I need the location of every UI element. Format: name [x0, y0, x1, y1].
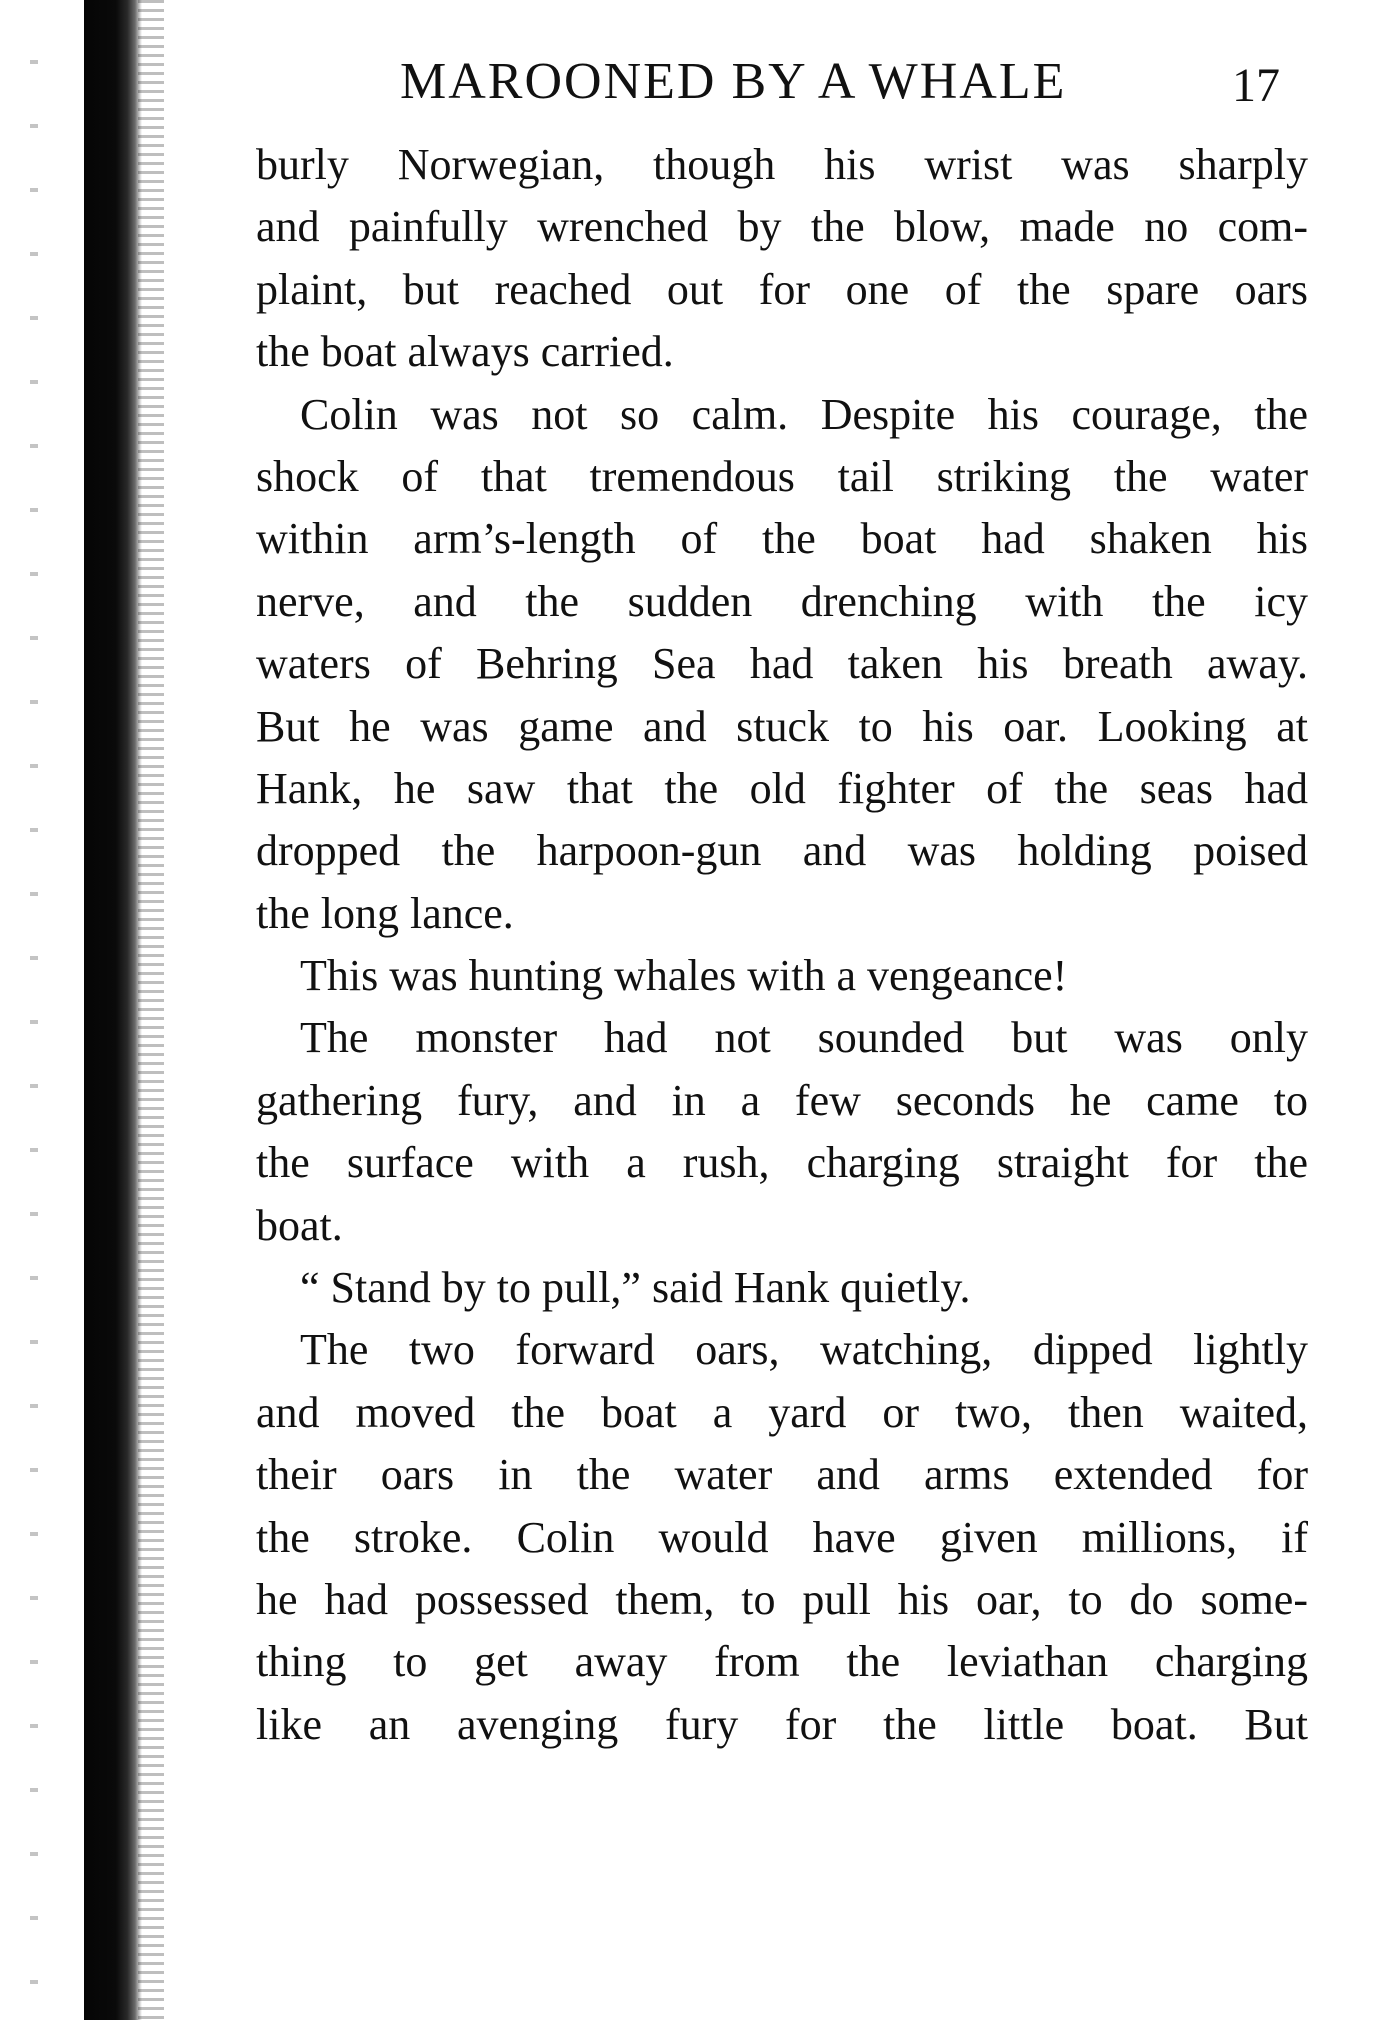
text-line: burly Norwegian, though his wrist was sharply	[256, 140, 1308, 189]
text-line: dropped the harpoon-gun and was holding poised	[256, 826, 1308, 876]
binding-specks	[30, 0, 38, 2020]
text-line: waters of Behring Sea had taken his breath away.	[256, 639, 1308, 689]
text-line: shock of that tremendous tail striking the water	[256, 451, 1308, 501]
text-line: “ Stand by to pull,” said Hank quietly.	[300, 1263, 971, 1313]
text-line: But he was game and stuck to his oar. Looking at	[256, 701, 1308, 751]
text-line: Hank, he saw that the old fighter of the seas had	[256, 763, 1308, 813]
text-line: and moved the boat a yard or two, then waited,	[256, 1387, 1308, 1437]
text-line: and painfully wrenched by the blow, made no com-	[256, 202, 1308, 252]
text-line: plaint, but reached out for one of the spare oars	[256, 264, 1308, 314]
text-line: the stroke. Colin would have given millions, if	[256, 1512, 1308, 1562]
text-line: their oars in the water and arms extended for	[256, 1450, 1308, 1500]
text-line: nerve, and the sudden drenching with the icy	[256, 576, 1308, 626]
page-number: 17	[1232, 59, 1280, 112]
book-binding-shadow	[84, 0, 142, 2020]
text-line: within arm’s-length of the boat had shaken his	[256, 514, 1308, 564]
text-line: he had possessed them, to pull his oar, to do some-	[256, 1574, 1308, 1624]
text-line: the surface with a rush, charging straight for the	[256, 1138, 1308, 1188]
text-line: boat.	[256, 1200, 343, 1250]
text-line: The two forward oars, watching, dipped lightly	[300, 1325, 1308, 1375]
binding-edge-texture	[138, 0, 164, 2020]
text-line: This was hunting whales with a vengeance!	[300, 951, 1068, 1001]
text-line: Colin was not so calm. Despite his courage, the	[300, 389, 1308, 439]
text-line: gathering fury, and in a few seconds he came to	[256, 1075, 1308, 1125]
text-line: like an avenging fury for the little boat. But	[256, 1699, 1308, 1749]
running-title: MAROONED BY A WHALE	[400, 53, 1067, 110]
text-line: The monster had not sounded but was only	[300, 1013, 1308, 1063]
text-line: thing to get away from the leviathan charging	[256, 1637, 1308, 1687]
body-text	[256, 134, 1308, 1756]
text-line: the long lance.	[256, 888, 514, 938]
text-line: the boat always carried.	[256, 327, 674, 377]
